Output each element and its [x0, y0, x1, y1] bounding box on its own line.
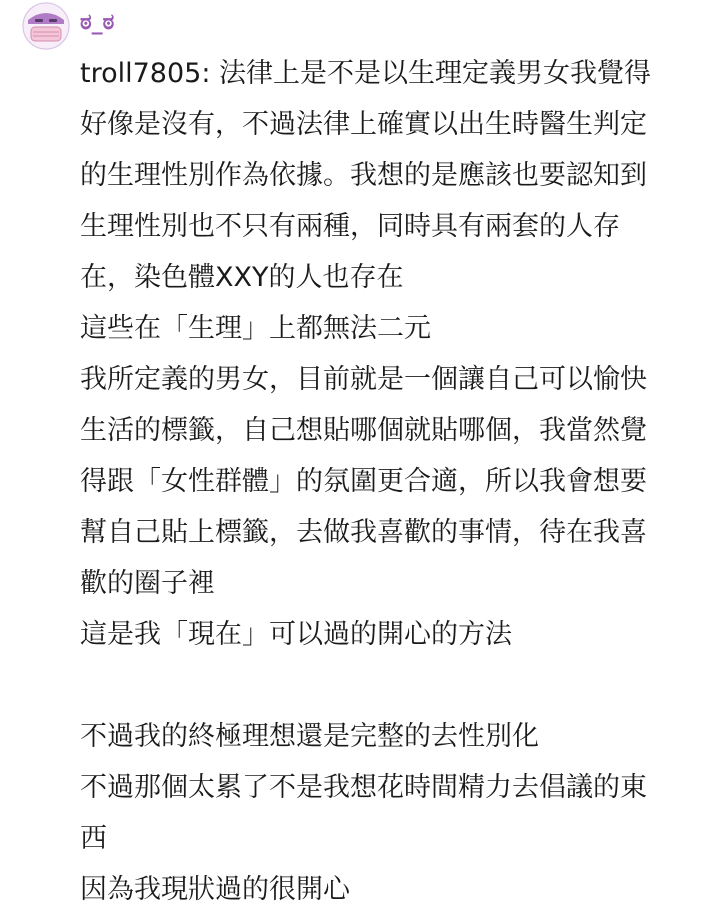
comment-line: 好像是沒有，不過法律上確實以出生時醫生判定 — [80, 109, 647, 140]
comment-line: 在，染色體XXY的人也存在 — [80, 262, 404, 293]
comment-line: 不過那個太累了不是我想花時間精力去倡議的東 — [80, 772, 647, 803]
blank-line — [80, 660, 710, 711]
comment-line: 因為我現狀過的很開心 — [80, 874, 350, 905]
comment-line: 得跟「女性群體」的氛圍更合適，所以我會想要 — [80, 466, 647, 497]
avatar-icon — [22, 2, 70, 50]
comment-line: 生活的標籤，自己想貼哪個就貼哪個，我當然覺 — [80, 415, 647, 446]
avatar[interactable] — [22, 2, 70, 50]
comment-line: 這是我「現在」可以過的開心的方法 — [80, 619, 512, 650]
comment-body — [80, 48, 710, 915]
comment-line: 我所定義的男女，目前就是一個讓自己可以愉快 — [80, 364, 647, 395]
comment-line: troll7805: 法律上是不是以生理定義男女我覺得 — [80, 58, 652, 89]
comment-line: 生理性別也不只有兩種，同時具有兩套的人存 — [80, 211, 620, 242]
comment-line: 的生理性別作為依據。我想的是應該也要認知到 — [80, 160, 647, 191]
comment-line: 西 — [80, 823, 107, 854]
comment-line: 幫自己貼上標籤，去做我喜歡的事情，待在我喜 — [80, 517, 647, 548]
comment-line: 歡的圈子裡 — [80, 568, 215, 599]
username[interactable]: ಠ_ಠ — [80, 10, 115, 35]
comment-line: 這些在「生理」上都無法二元 — [80, 313, 431, 344]
comment-line: 不過我的終極理想還是完整的去性別化 — [80, 721, 539, 752]
